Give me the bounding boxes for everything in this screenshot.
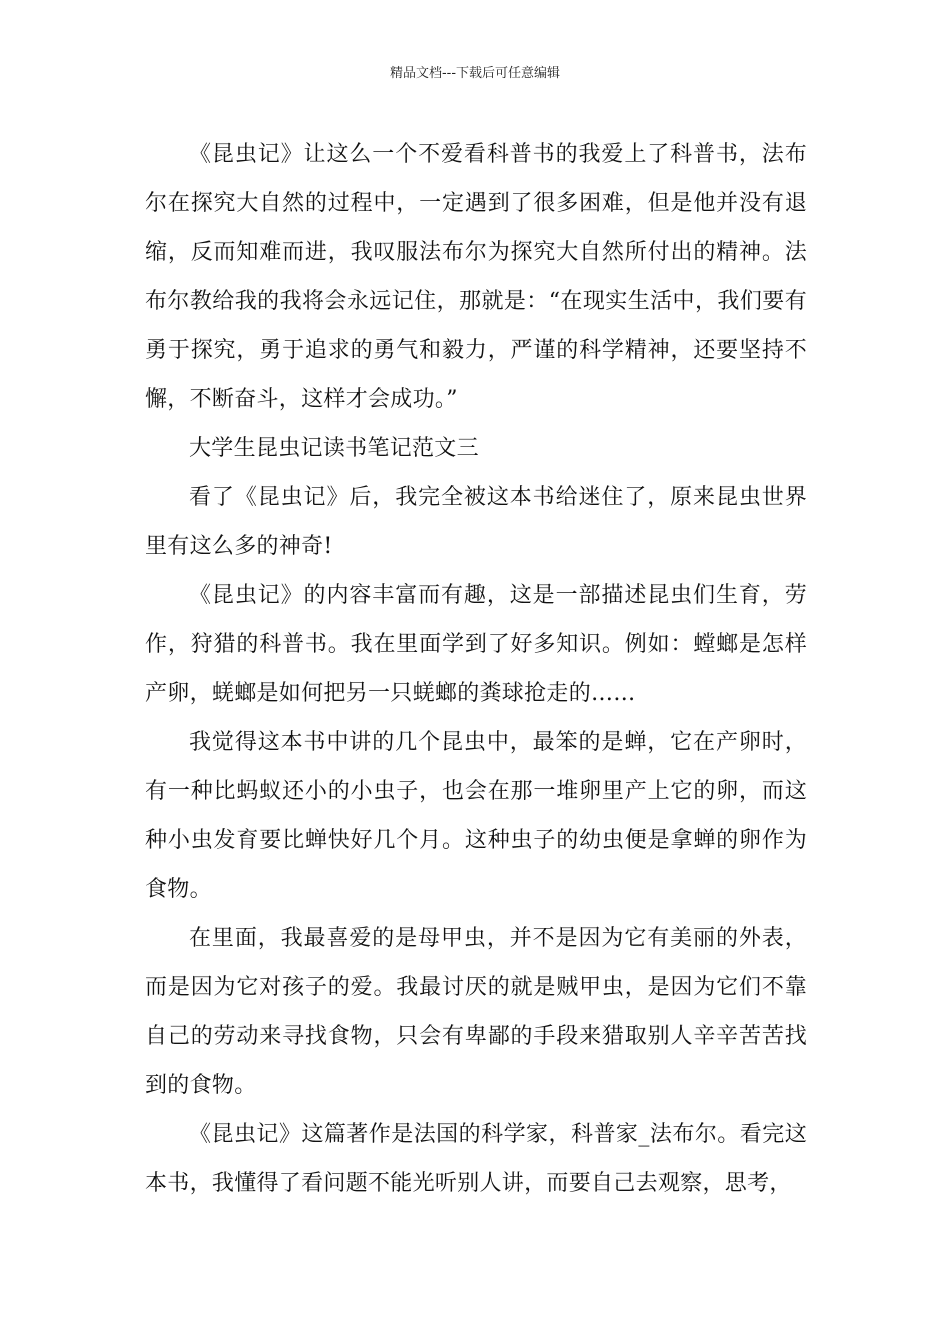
- paragraph-3: 《昆虫记》的内容丰富而有趣，这是一部描述昆虫们生育，劳作，狩猎的科普书。我在里面学到了好多知识。例如：螳螂是怎样产卵，蜣螂是如何把另一只蜣螂的粪球抢走的……: [145, 583, 807, 706]
- paragraph-1: 《昆虫记》让这么一个不爱看科普书的我爱上了科普书，法布尔在探究大自然的过程中，一定遇到了很多困难，但是他并没有退缩，反而知难而进，我叹服法布尔为探究大自然所付出的精神。法布尔教给我的我将会永远记住，那就是：“在现实生活中，我们要有勇于探究，勇于追求的勇气和毅力，严谨的科学精神，还要坚持不懈，不断奋斗，这样才会成功。”: [145, 142, 807, 412]
- page-header: 精品文档---下载后可任意编辑: [389, 66, 561, 81]
- paragraph-4: 我觉得这本书中讲的几个昆虫中，最笨的是蝉，它在产卵时，有一种比蚂蚁还小的小虫子，也会在那一堆卵里产上它的卵，而这种小虫发育要比蝉快好几个月。这种虫子的幼虫便是拿蝉的卵作为食物。: [145, 730, 807, 902]
- paragraph-2: 看了《昆虫记》后，我完全被这本书给迷住了，原来昆虫世界里有这么多的神奇!: [145, 485, 807, 559]
- paragraph-6: 《昆虫记》这篇著作是法国的科学家，科普家_法布尔。看完这本书，我懂得了看问题不能光听别人讲，而要自己去观察，思考，: [145, 1122, 807, 1196]
- section-heading: 大学生昆虫记读书笔记范文三: [189, 436, 479, 461]
- paragraph-5: 在里面，我最喜爱的是母甲虫，并不是因为它有美丽的外表，而是因为它对孩子的爱。我最讨厌的就是贼甲虫，是因为它们不靠自己的劳动来寻找食物，只会有卑鄙的手段来猎取别人辛辛苦苦找到的食物。: [145, 926, 807, 1098]
- document-body: [145, 130, 807, 1208]
